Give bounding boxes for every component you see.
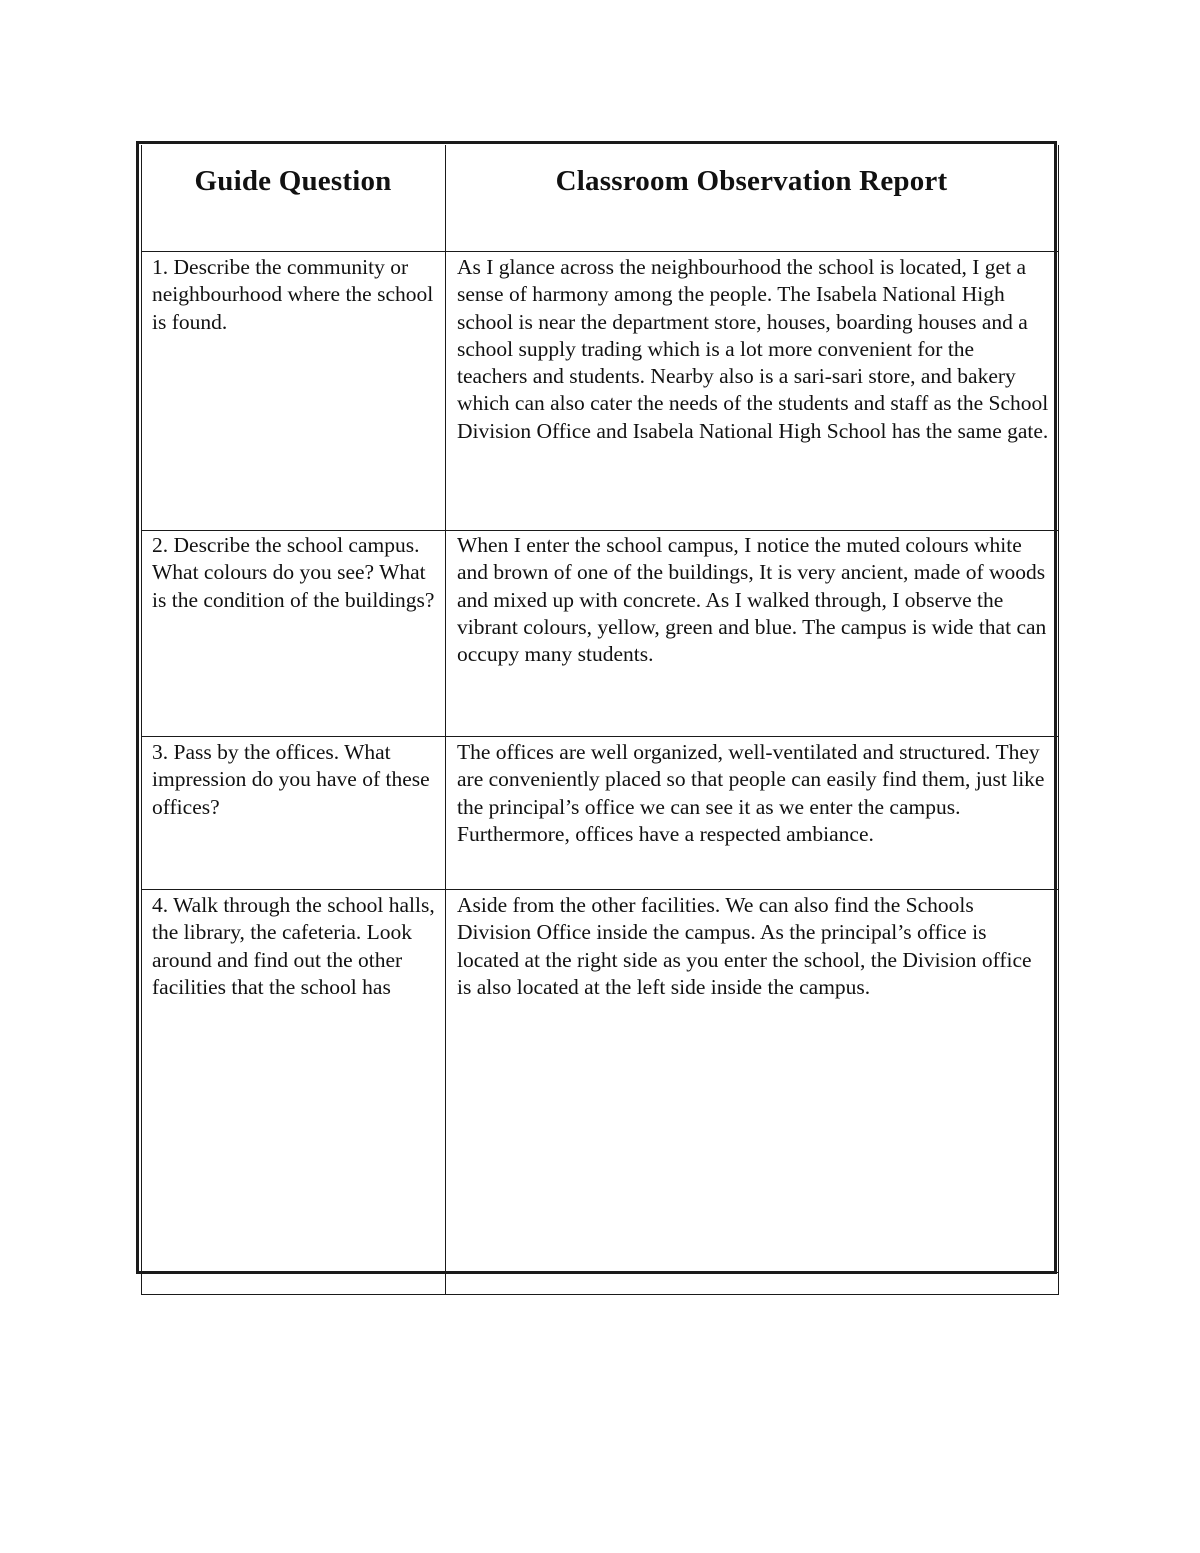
row-4-answer: Aside from the other facilities. We can also find the Schools Division Office inside the campus. As the principal’s office is located at the right side as you enter the school, the Division office is also located at the left side inside the campus. bbox=[457, 893, 1032, 999]
row-divider bbox=[141, 736, 1059, 737]
row-3-answer: The offices are well organized, well-ventilated and structured. They are conveniently placed so that people can easily find them, just like the principal’s office we can see it as we enter the campus. Furthermore, offices have a respected ambiance. bbox=[457, 740, 1045, 846]
row-divider bbox=[141, 251, 1059, 252]
row-divider bbox=[141, 889, 1059, 890]
column-divider bbox=[445, 145, 446, 1295]
row-3-question: 3. Pass by the offices. What impression do you have of these offices? bbox=[152, 740, 430, 819]
header-observation-report: Classroom Observation Report bbox=[555, 165, 948, 197]
header-guide-question: Guide Question bbox=[194, 165, 392, 197]
row-1-answer: As I glance across the neighbourhood the school is located, I get a sense of harmony among the people. The Isabela National High school is near the department store, houses, boarding houses and a school supply trading which is a lot more convenient for the teachers and students. Nearby also is a sari-sari store, and bakery which can also cater the needs of the students and staff as the School Division Office and Isabela National High School has the same gate. bbox=[457, 255, 1049, 443]
row-2-question: 2. Describe the school campus. What colours do you see? What is the condition of the buildings? bbox=[152, 533, 435, 612]
row-1-question: 1. Describe the community or neighbourhood where the school is found. bbox=[152, 255, 434, 334]
row-divider bbox=[141, 530, 1059, 531]
row-4-question: 4. Walk through the school halls, the library, the cafeteria. Look around and find out the other facilities that the school has bbox=[152, 893, 435, 999]
row-2-answer: When I enter the school campus, I notice the muted colours white and brown of one of the buildings, It is very ancient, made of woods and mixed up with concrete. As I walked through, I observe the vibrant colours, yellow, green and blue. The campus is wide that can occupy many students. bbox=[457, 533, 1047, 667]
row-divider bbox=[141, 1272, 1059, 1273]
